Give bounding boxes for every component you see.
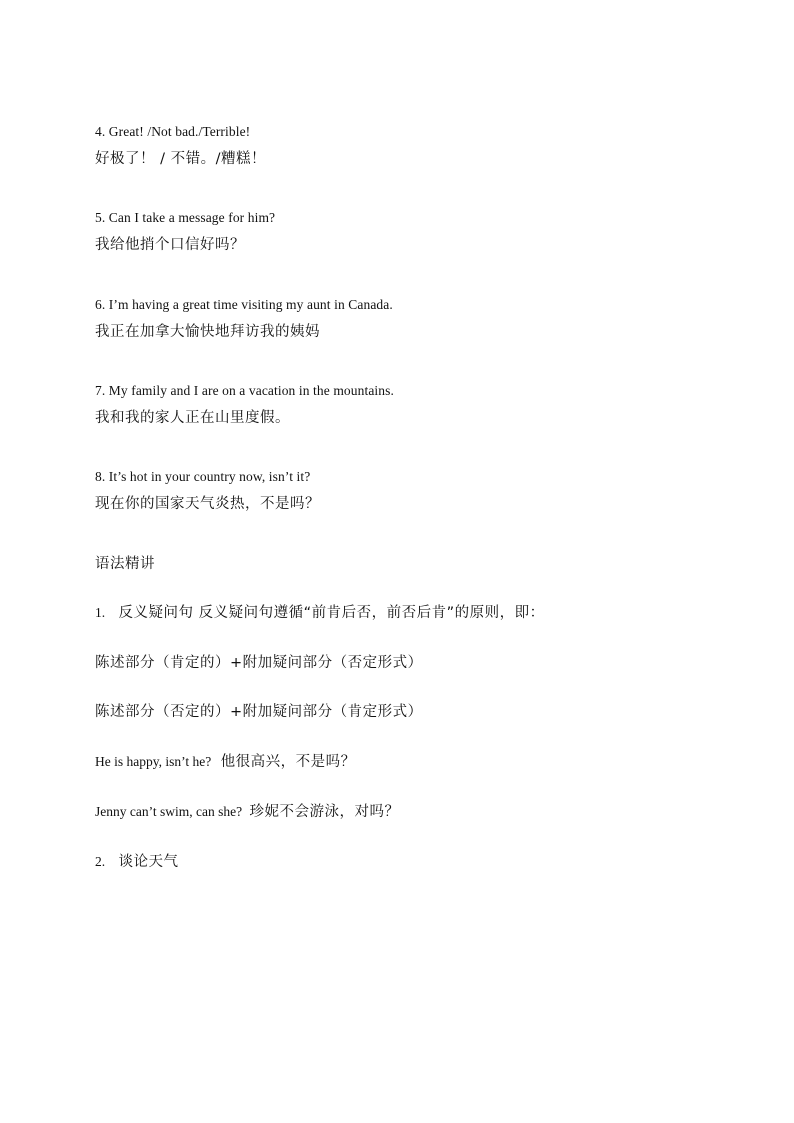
phrase-5-english: 5. Can I take a message for him? [95,210,276,225]
rule-positive-statement: 陈述部分（肯定的）+附加疑问部分（否定形式） [95,655,423,671]
example-1 [95,755,356,770]
phrase-4-chinese: 好极了！ / 不错。/糟糕！ [95,151,266,167]
example-1-chinese: 他很高兴，不是吗？ [220,754,356,770]
rule-negative-statement: 陈述部分（否定的）+附加疑问部分（肯定形式） [95,704,423,720]
phrase-5-chinese: 我给他捎个口信好吗？ [95,237,245,253]
grammar-heading: 语法精讲 [95,556,155,572]
example-1-english: He is happy, isn’t he? [95,754,212,769]
phrase-8-chinese: 现在你的国家天气炎热，不是吗？ [95,496,320,512]
example-2-english: Jenny can’t swim, can she? [95,804,243,819]
point-2-number: 2. [95,854,106,869]
phrase-7-chinese: 我和我的家人正在山里度假。 [95,410,290,426]
phrase-6-english: 6. I’m having a great time visiting my aunt in Canada. [95,297,393,312]
phrase-6-chinese: 我正在加拿大愉快地拜访我的姨妈 [95,324,320,340]
example-2-chinese: 珍妮不会游泳，对吗？ [249,804,400,820]
phrase-4-english: 4. Great! /Not bad./Terrible! [95,124,251,139]
phrase-8-english: 8. It’s hot in your country now, isn’t it? [95,469,311,484]
grammar-point-1 [95,606,545,621]
point-1-text: 反义疑问句 反义疑问句遵循“前肯后否，前否后肯”的原则，即： [118,605,545,621]
point-1-number: 1. [95,605,106,620]
grammar-point-2 [95,855,179,870]
phrase-7-english: 7. My family and I are on a vacation in the mountains. [95,383,394,398]
example-2 [95,805,399,820]
point-2-text: 谈论天气 [118,854,179,870]
